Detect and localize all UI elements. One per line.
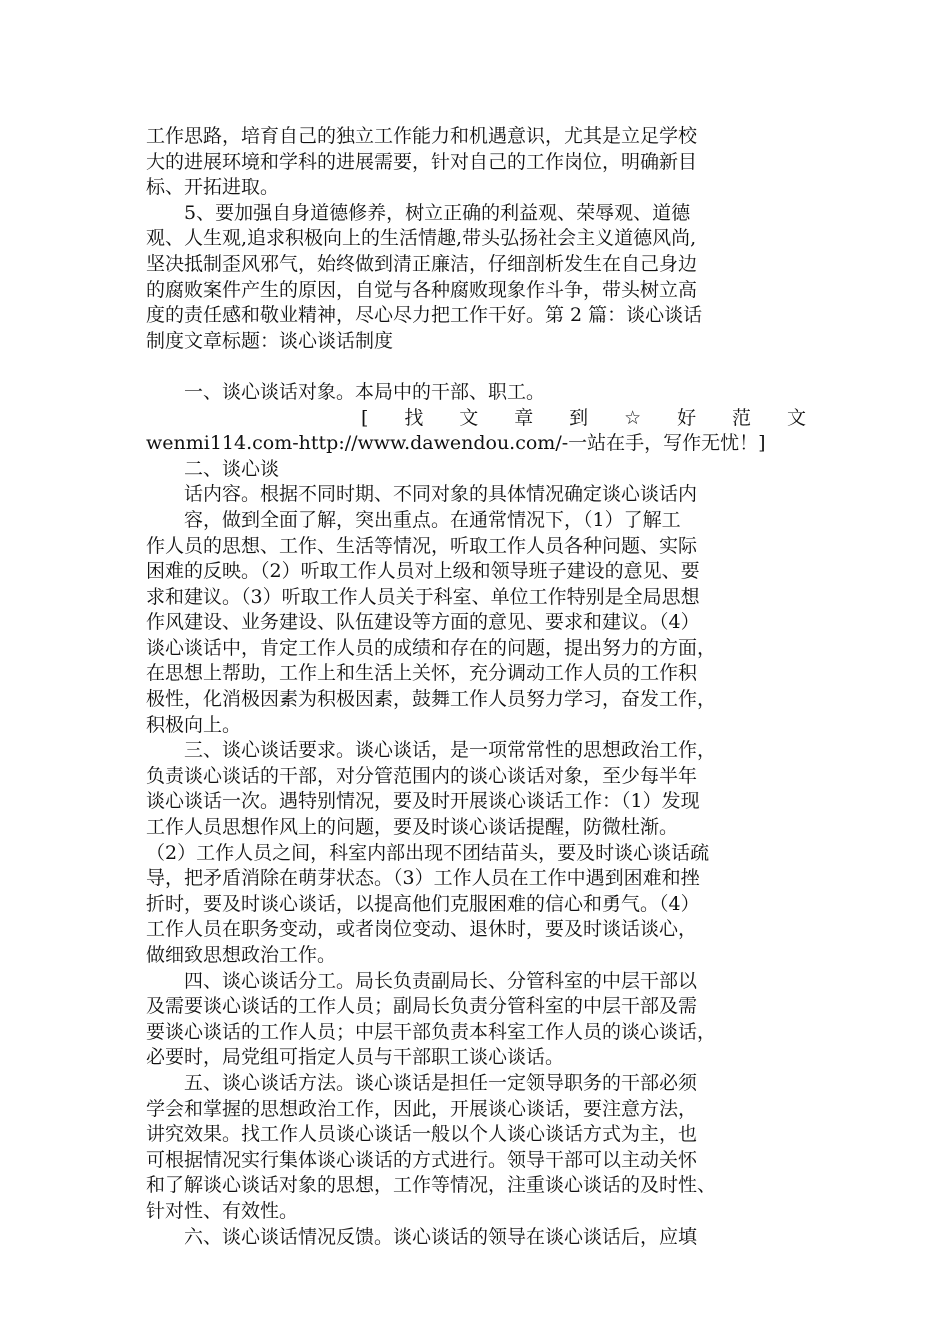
- text-line: 度的责任感和敬业精神，尽心尽力把工作干好。第 2 篇：谈心谈话: [146, 304, 703, 327]
- text-line: 求和建议。（3）听取工作人员关于科室、单位工作特别是全局思想: [146, 585, 700, 608]
- text-line: 坚决抵制歪风邪气，始终做到清正廉洁，仔细剖析发生在自己身边: [146, 252, 698, 275]
- text-line: 二、谈心谈: [146, 457, 280, 480]
- text-line: 作风建设、业务建设、队伍建设等方面的意见、要求和建议。（4）: [146, 611, 700, 634]
- document-body: [146, 124, 806, 1250]
- text-line: 工作人员在职务变动，或者岗位变动、退休时，要及时谈话谈心，: [146, 918, 698, 941]
- text-line: 讲究效果。找工作人员谈心谈话一般以个人谈心谈话方式为主，也: [146, 1123, 698, 1146]
- text-line: 五、谈心谈话方法。谈心谈话是担任一定领导职务的干部必须: [146, 1071, 698, 1094]
- paragraph-block-2: [146, 380, 806, 406]
- text-line: 工作人员思想作风上的问题，要及时谈心谈话提醒，防微杜渐。: [146, 816, 679, 839]
- ad-char: 章: [514, 406, 534, 429]
- text-line: 六、谈心谈话情况反馈。谈心谈话的领导在谈心谈话后，应填: [146, 1225, 698, 1248]
- text-line: 困难的反映。（2）听取工作人员对上级和领导班子建设的意见、要: [146, 560, 700, 583]
- text-line: 必要时，局党组可指定人员与干部职工谈心谈话。: [146, 1046, 565, 1069]
- text-line: 四、谈心谈话分工。局长负责副局长、分管科室的中层干部以: [146, 969, 698, 992]
- text-line: 在思想上帮助，工作上和生活上关怀，充分调动工作人员的工作积: [146, 662, 698, 685]
- text-line: 可根据情况实行集体谈心谈话的方式进行。领导干部可以主动关怀: [146, 1148, 698, 1171]
- text-line: 谈心谈话一次。遇特别情况，要及时开展谈心谈话工作：（1）发现: [146, 790, 700, 813]
- text-line: 折时，要及时谈心谈话，以提高他们克服困难的信心和勇气。（4）: [146, 892, 700, 915]
- text-line: 及需要谈心谈话的工作人员；副局长负责分管科室的中层干部及需: [146, 995, 698, 1018]
- text-line: 话内容。根据不同时期、不同对象的具体情况确定谈心谈话内: [146, 483, 698, 506]
- text-line: 容，做到全面了解，突出重点。在通常情况下，（1）了解工: [146, 508, 681, 531]
- ad-char: ☆: [624, 406, 642, 429]
- text-line: 工作思路，培育自己的独立工作能力和机遇意识，尤其是立足学校: [146, 125, 698, 147]
- text-line: 导，把矛盾消除在萌芽状态。（3）工作人员在工作中遇到困难和挫: [146, 867, 700, 890]
- ad-char: [: [361, 406, 369, 429]
- text-line: 学会和掌握的思想政治工作，因此，开展谈心谈话，要注意方法，: [146, 1097, 698, 1120]
- text-line: 极性，化消极因素为积极因素，鼓舞工作人员努力学习，奋发工作，: [146, 688, 717, 711]
- ad-char: 范: [732, 406, 752, 429]
- text-line: 一、谈心谈话对象。本局中的干部、职工。: [146, 380, 546, 403]
- text-line: 大的进展环境和学科的进展需要，针对自己的工作岗位，明确新目: [146, 150, 698, 173]
- text-line: 制度文章标题：谈心谈话制度: [146, 329, 394, 352]
- blank-line: [146, 354, 806, 380]
- paragraph-block-3: [146, 457, 806, 1250]
- ad-line-url: wenmi114.com-http://www.dawendou.com/-一站在手，写作无忧！]: [146, 432, 766, 455]
- text-line: 观、人生观,追求积极向上的生活情趣,带头弘扬社会主义道德风尚,: [146, 227, 697, 250]
- text-line: 针对性、有效性。: [146, 1199, 299, 1222]
- ad-char: 好: [677, 406, 697, 429]
- text-line: 5、要加强自身道德修养，树立正确的利益观、荣辱观、道德: [146, 201, 691, 224]
- text-line: 的腐败案件产生的原因，自觉与各种腐败现象作斗争，带头树立高: [146, 278, 698, 301]
- text-line: 做细致思想政治工作。: [146, 944, 337, 966]
- ad-char: 文: [459, 406, 479, 429]
- text-line: 标、开拓进取。: [146, 176, 280, 199]
- text-line: 三、谈心谈话要求。谈心谈话，是一项常常性的思想政治工作，: [146, 739, 717, 762]
- text-line: 和了解谈心谈话对象的思想，工作等情况，注重谈心谈话的及时性、: [146, 1174, 717, 1197]
- text-line: （2）工作人员之间，科室内部出现不团结苗头，要及时谈心谈话疏: [146, 841, 710, 864]
- paragraph-block-1: [146, 124, 806, 354]
- text-line: 作人员的思想、工作、生活等情况，听取工作人员各种问题、实际: [146, 534, 698, 557]
- ad-char: 文: [786, 406, 806, 429]
- ad-char: 找: [404, 406, 424, 429]
- ad-char: 到: [569, 406, 589, 429]
- text-line: 负责谈心谈话的干部，对分管范围内的谈心谈话对象，至少每半年: [146, 764, 698, 787]
- text-line: 要谈心谈话的工作人员；中层干部负责本科室工作人员的谈心谈话，: [146, 1020, 717, 1043]
- text-line: 积极向上。: [146, 713, 242, 736]
- text-line: 谈心谈话中，肯定工作人员的成绩和存在的问题，提出努力的方面，: [146, 636, 717, 659]
- ad-line-spread: [146, 406, 806, 432]
